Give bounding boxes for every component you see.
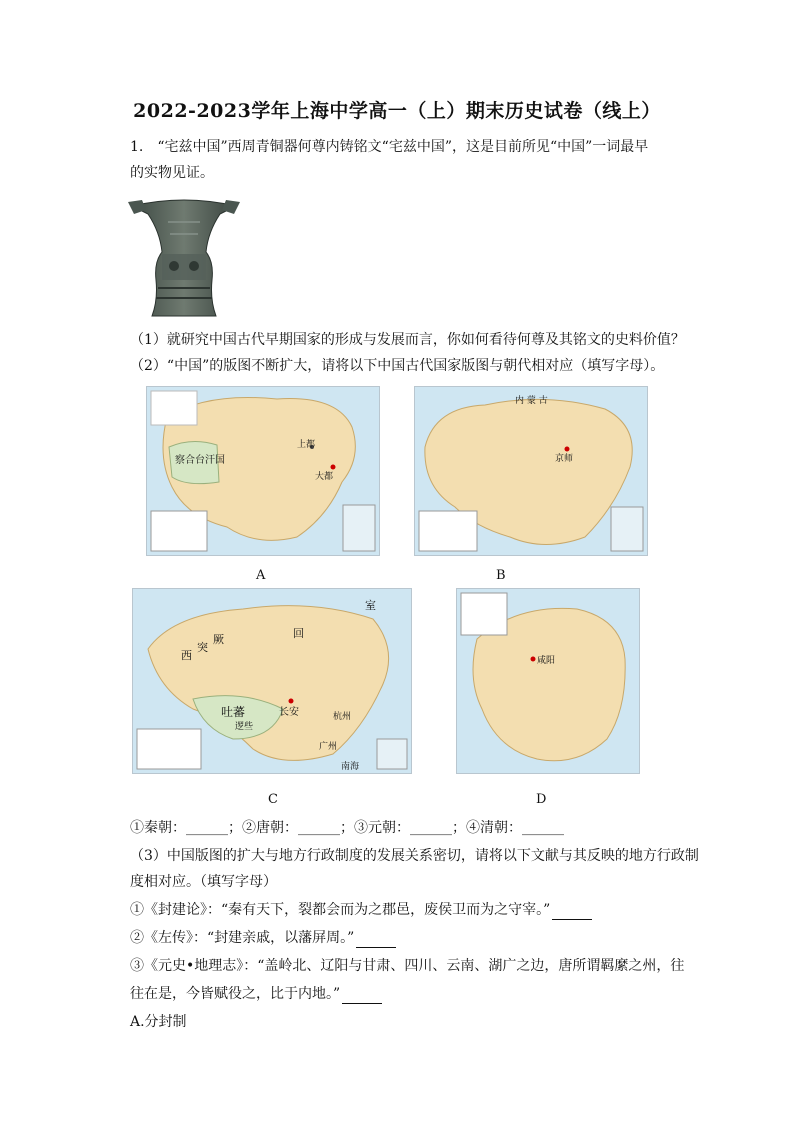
q3-item-1-text: ①《封建论》：“秦有天下，裂都会而为之郡邑，废侯卫而为之守宰。” xyxy=(130,902,551,918)
map-d-letter: D xyxy=(536,792,547,807)
map-c-capital-label: 长安 xyxy=(279,707,299,718)
q1-sub1: （1）就研究中国古代早期国家的形成与发展而言，你如何看待何尊及其铭文的史料价值？ xyxy=(130,332,685,348)
map-c-nanhai-label: 南海 xyxy=(341,762,360,772)
map-c-shi-label: 室 xyxy=(365,599,376,612)
map-d-capital-label: 咸阳 xyxy=(537,656,556,666)
q1-sub3-line2: 度相对应。（填写字母） xyxy=(130,874,277,890)
map-c-region-label-1: 西 xyxy=(181,649,192,662)
map-a-shangdu-label: 上都 xyxy=(297,440,316,450)
map-c-letter: C xyxy=(268,792,278,807)
map-a-letter: A xyxy=(256,568,266,583)
page-title: 2022-2023学年上海中学高一（上）期末历史试卷（线上） xyxy=(133,100,661,122)
fill-line: ①秦朝：______；②唐朝：______；③元朝：______；④清朝：______ xyxy=(130,820,564,836)
q1-stem-line1: 1. “宅兹中国”西周青铜器何尊内铸铭文“宅兹中国”，这是目前所见“中国”一词最早 xyxy=(130,139,649,155)
map-d xyxy=(456,588,640,774)
he-zun-vessel-image xyxy=(128,192,240,318)
q1-sub2: （2）“中国”的版图不断扩大，请将以下中国古代国家版图与朝代相对应（填写字母）。 xyxy=(130,358,665,374)
map-a xyxy=(146,386,380,556)
map-c-luoxie-label: 逻些 xyxy=(235,722,254,732)
map-a-capital-label: 大都 xyxy=(315,472,334,482)
q3-item-3-text: 往在是，今皆赋役之，比于内地。” xyxy=(130,986,341,1002)
map-c xyxy=(132,588,412,774)
q3-item-3-line1: ③《元史•地理志》：“盖岭北、辽阳与甘肃、四川、云南、湖广之边，唐所谓羁縻之州，往 xyxy=(130,958,685,974)
map-b xyxy=(414,386,648,556)
option-a: A.分封制 xyxy=(130,1014,187,1030)
q3-item-1 xyxy=(130,900,594,920)
map-c-guangzhou-label: 广州 xyxy=(319,742,338,752)
map-b-capital-label: 京师 xyxy=(555,454,574,464)
map-c-region-label-3: 厥 xyxy=(213,633,224,646)
map-b-top-label: 内 蒙 古 xyxy=(515,396,548,406)
q3-item-2 xyxy=(130,928,398,948)
q1-stem-line2: 的实物见证。 xyxy=(130,165,214,181)
map-b-letter: B xyxy=(496,568,506,583)
map-a-region-label: 察合台汗国 xyxy=(175,455,225,466)
q3-item-2-answer-blank[interactable] xyxy=(356,933,396,948)
q3-item-2-text: ②《左传》：“封建亲戚，以藩屏周。” xyxy=(130,930,355,946)
q3-item-1-answer-blank[interactable] xyxy=(552,905,592,920)
q3-item-3-answer-blank[interactable] xyxy=(342,989,382,1004)
map-c-tubo-label: 吐蕃 xyxy=(221,705,246,719)
map-c-hangzhou-label: 杭州 xyxy=(333,712,352,722)
q1-sub3-line1: （3）中国版图的扩大与地方行政制度的发展关系密切，请将以下文献与其反映的地方行政制 xyxy=(130,848,699,864)
q3-item-3-line2 xyxy=(130,984,384,1004)
map-c-hui-label: 回 xyxy=(293,627,304,640)
map-c-region-label-2: 突 xyxy=(197,641,208,654)
